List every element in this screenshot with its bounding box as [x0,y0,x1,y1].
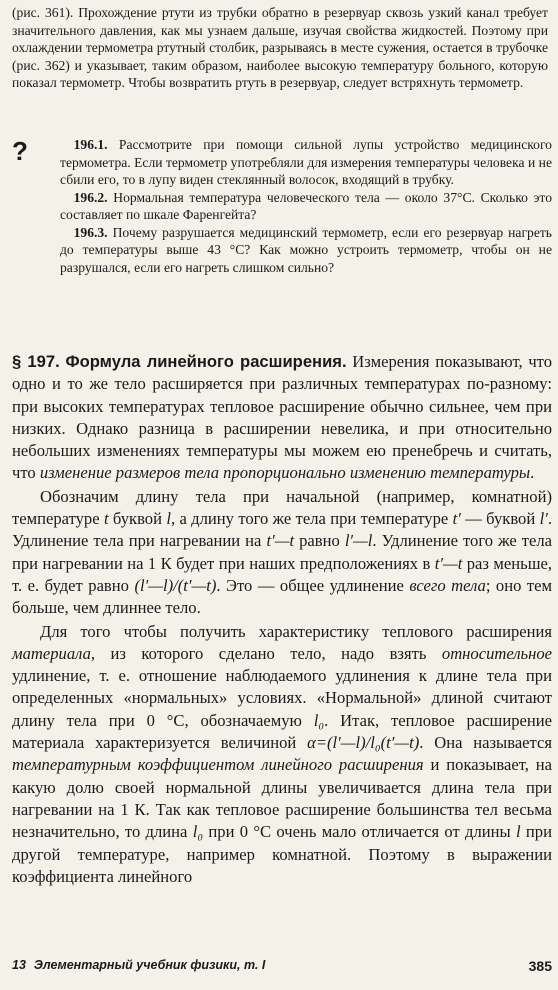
text-run: раз меньше, т. е. будет равно [12,553,552,595]
text-run: удлинение, т. е. отношение наблюдаемого удлинения к длине тела при определенных «нормальных» условиях. «Нормальной» длиной считают длину тела при 0 °C, обозначаемую [12,666,552,730]
emphasis: материала [12,643,91,663]
page-number: 385 [528,958,552,974]
exercise-number: 196.2. [73,189,108,205]
page-footer [12,958,552,974]
text-run: при другой температуре, например комнатной. Поэтому в выражении коэффициента линейного [12,822,552,886]
math-symbol: l₀ [192,822,204,842]
intro-paragraph: (рис. 361). Прохождение ртути из трубки обратно в резервуар сквозь узкий канал требует значительного давления, как мы узнаем дальше, изучая свойства жидкостей. Поэтому при охлаждении термометра ртутный столбик, разрываясь в месте сужения, остается в трубочке (рис. 362) и указывает, таким образом, наиболее высокую температуру больного, которую показал термометр. Чтобы возвратить ртуть в резервуар, следует встряхнуть термометр. [12,5,548,91]
text-run: ; оно тем больше, чем длиннее тело. [12,575,553,618]
text-run: . [530,463,535,483]
math-symbol: l₀ [313,710,325,730]
exercise-item [60,189,552,224]
emphasis: всего тела [409,575,486,595]
math-symbol: t′—t [434,553,463,573]
exercise-item [60,136,552,189]
math-symbol: l [166,509,171,529]
math-symbol: t [103,509,109,529]
exercise-text: Рассмотрите при помощи сильной лупы устройство медицинского термометра. Если термометр употребляли для измерения температуры человека и не сбили его, то в лупу виден стеклянный волосок, входящий в трубку. [60,137,552,187]
text-run: . Итак, тепловое расширение материала характеризуется величиной [12,710,552,753]
exercise-number: 196.1. [73,137,108,152]
text-run: . Удлинение тела при нагревании на [12,509,552,551]
math-symbol: t′—t [266,531,295,551]
exercise-text: Почему разрушается медицинский термометр, если его резервуар нагреть до температуры выше 43 °C? Как можно устроить термометр, чтобы он не разрушался, если его нагреть слишком сильно? [60,224,552,275]
exercise-number: 196.3. [73,224,108,240]
math-symbol: l′ [539,509,548,529]
section-paragraph [12,486,552,620]
section-number: § 197. [12,352,60,371]
text-run: , из которого сделано тело, надо взять [90,643,442,663]
text-run: при 0 °C очень мало отличается от длины [203,822,516,842]
footer-left [12,958,265,974]
text-run: . Она называется [419,733,553,753]
math-symbol: t′ [452,509,461,529]
text-run: буквой [108,509,167,529]
question-mark-icon: ? [12,136,28,166]
math-formula: (l′—l)/(t′—t) [134,575,217,595]
math-symbol: l [516,822,521,842]
section-paragraph [12,621,552,889]
text-run: равно [294,531,345,551]
text-run: Для того чтобы получить характеристику теплового расширения [40,621,552,641]
signature-mark: 13 [12,958,26,972]
exercise-text: Нормальная температура человеческого тела — около 37°C. Сколько это составляет по шкале Фаренгейта? [60,189,552,222]
math-formula: α=(l′—l)/l₀(t′—t) [307,733,420,753]
text-run: . Удлинение того же тела при нагревании на 1 К будет при наших предположениях в [12,531,552,573]
section-paragraph [12,351,552,485]
emphasis: относительное [441,643,552,663]
section-body [12,351,552,888]
math-symbol: l′—l [344,531,373,551]
text-run: — буквой [460,509,540,529]
text-run: Измерения показывают, что одно и то же тело расширяется при различных температурах по-разному: при высоких температурах тепловое расширение обычно сильнее, чем при низких. Однако разница в расширении невелика, и при относительно небольших изменениях температуры мы можем ею пренебречь и считать, что [12,352,552,483]
text-run: , а длину того же тела при температуре [170,509,453,529]
exercise-block [60,136,552,276]
book-title: Элементарный учебник физики, т. I [33,958,266,972]
exercise-item [60,224,552,277]
text-run: и показывает, на какую долю своей нормальной длины увеличивается длина тела при нагревании на 1 К. Так как тепловое расширение большинства тел весьма незначительно, то длина [12,755,552,842]
emphasis: изменение размеров тела пропорционально изменению температуры [39,463,531,483]
section-title: Формула линейного расширения. [65,352,347,371]
emphasis: температурным коэффициентом линейного расширения [12,755,424,775]
text-run: Обозначим длину тела при начальной (например, комнатной) температуре [12,486,552,529]
text-run: . Это — общее удлинение [216,575,410,595]
